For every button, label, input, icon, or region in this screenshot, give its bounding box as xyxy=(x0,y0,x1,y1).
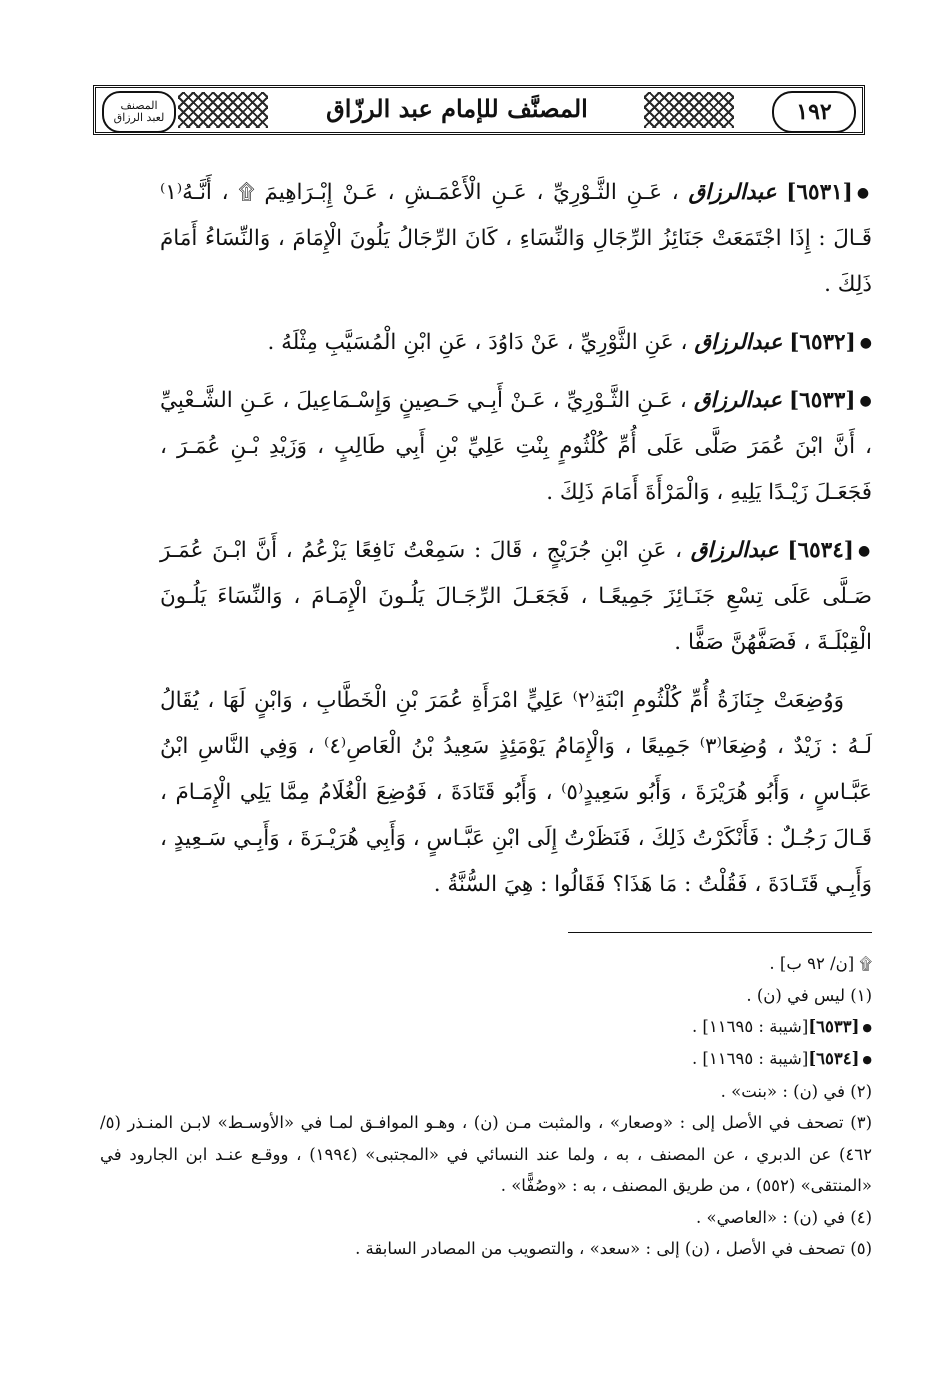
bullet-icon: ● xyxy=(859,335,872,351)
footnote-reference xyxy=(100,1043,872,1075)
hadith-number: [٦٥٣٤] xyxy=(787,538,854,563)
logo-line-1: المصنف xyxy=(120,99,158,112)
hadith-author: عبدالرزاق xyxy=(694,330,783,355)
hadith-author: عبدالرزاق xyxy=(690,538,779,563)
hadith-entry xyxy=(160,528,872,666)
footnote-ref-text: [شيبة : ١١٦٩٥] . xyxy=(691,1049,809,1069)
footnote-ref-number: [٦٥٣٣] xyxy=(808,1017,860,1036)
footnote: (٤) في (ن) : «العاصي» . xyxy=(696,1207,872,1227)
footnote: (٥) تصحف في الأصل ، (ن) إلى : «سعد» ، والتصويب من المصادر السابقة . xyxy=(355,1239,872,1258)
footnote: (٢) في (ن) : «بنت» . xyxy=(720,1081,872,1101)
bullet-icon: ● xyxy=(856,185,872,201)
hadith-entry xyxy=(160,170,872,308)
hadith-text: ، عَنِ ابْنِ جُرَيْجٍ ، قَالَ : سَمِعْتُ نَافِعًا يَزْعُمُ ، أَنَّ ابْـنَ عُمَـرَ صَـلَّى عَلَى تِسْعِ جَنَـائِزَ جَمِيعًـا ، فَجَعَـلَ الرِّجَـالَ يَلُـونَ الْإِمَـامَ ، وَالنِّسَاءَ يَلُـونَ الْقِبْلَـةَ ، فَصَفَّهُنَّ صَفًّا . xyxy=(160,538,872,655)
hadith-number: [٦٥٣١] xyxy=(786,180,853,205)
footnotes xyxy=(100,948,872,1265)
hadith-text: ، عَـنِ الثَّـوْرِيِّ ، عَـنِ الْأَعْمَـشِ ، عَـنْ إِبْـرَاهِيمَ ۩ ، أَنَّـهُ⁽١⁾ قَـالَ : إِذَا اجْتَمَعَتْ جَنَائِزُ الرِّجَالِ وَالنِّسَاءِ ، كَانَ الرِّجَالُ يَلُونَ الْإِمَامَ ، وَالنِّسَاءُ أَمَامَ ذَلِكَ . xyxy=(160,180,872,297)
bullet-icon: ● xyxy=(857,543,872,559)
book-logo xyxy=(102,91,176,133)
bullet-icon: ● xyxy=(862,1053,872,1066)
hadith-number: [٦٥٣٣] xyxy=(788,388,856,413)
hadith-entry xyxy=(160,320,872,366)
footnote: (١) ليس في (ن) . xyxy=(746,985,872,1005)
page-number: ١٩٢ xyxy=(772,91,856,133)
header-ornament-left xyxy=(178,92,268,128)
bullet-icon: ● xyxy=(859,393,872,409)
hadith-number: [٦٥٣٢] xyxy=(789,330,856,355)
footnote-divider xyxy=(568,932,872,933)
bullet-icon: ● xyxy=(862,1020,872,1034)
hadith-text: ، عَـنِ الثَّـوْرِيِّ ، عَـنْ أَبِـي حَـصِينٍ وَإِسْـمَاعِيلَ ، عَـنِ الشَّـعْبِيِّ ، أَنَّ ابْنَ عُمَرَ صَلَّى عَلَى أُمِّ كُلْثُومٍ بِنْتِ عَلِيِّ بْنِ أَبِي طَالِبٍ ، وَزَيْدِ بْـنِ عُمَـرَ ، فَجَعَـلَ زَيْـدًا يَلِيهِ ، وَالْمَرْأَةَ أَمَامَ ذَلِكَ . xyxy=(160,388,872,505)
footnote: (٣) تصحف في الأصل إلى : «وصعار» ، والمثبت مـن (ن) ، وهـو الموافـق لمـا في «الأوسـط» لابـن المنـذر (٥/ ٤٦٢) عن الدبري ، عن المصنف ، به ، ولما عند النسائي في «المجتبى» (١٩٩٤) ، ووقـع عنـد ابن الجارود في «المنتقى» (٥٥٢) ، من طريق المصنف ، به : «وصُفًّا» . xyxy=(100,1113,872,1195)
hadith-entry xyxy=(160,378,872,516)
footnote: ۩ [ن/ ٩٢ ب] . xyxy=(769,954,872,973)
footnote-reference xyxy=(100,1011,872,1043)
hadith-author: عبدالرزاق xyxy=(693,388,782,413)
book-title: المصنَّف للإمام عبد الرزّاق xyxy=(326,94,588,123)
header-ornament-right xyxy=(644,92,734,128)
logo-line-2: لعبد الرزاق xyxy=(113,111,165,124)
running-header xyxy=(93,85,865,135)
footnote-ref-text: [شيبة : ١١٦٩٥] . xyxy=(691,1017,809,1036)
hadith-author: عبدالرزاق xyxy=(688,180,777,205)
hadith-text: ، عَنِ الثَّوْرِيِّ ، عَنْ دَاوُدَ ، عَنِ ابْنِ الْمُسَيَّبِ مِثْلَهُ . xyxy=(267,330,688,355)
footnote-ref-number: [٦٥٣٤] xyxy=(808,1049,860,1069)
main-text xyxy=(160,170,872,930)
narrative-paragraph: وَوُضِعَتْ جِنَازَةُ أُمِّ كُلْثُومِ ابْنَةِ⁽٢⁾ عَلِيٍّ امْرَأَةِ عُمَرَ بْنِ الْخَطَّابِ ، وَابْنٍ لَهَا ، يُقَالُ لَـهُ : زَيْدٌ ، وُضِعَا⁽٣⁾ جَمِيعًا ، وَالْإِمَامُ يَوْمَئِذٍ سَعِيدُ بْنُ الْعَاصِ⁽٤⁾ ، وَفِي النَّاسِ ابْنُ عَبَّـاسٍ ، وَأَبُو هُرَيْرَةَ ، وَأَبُو سَعِيدٍ⁽٥⁾ ، وَأَبُو قَتَادَةَ ، فَوُضِعَ الْغُلَامُ مِمَّا يَلِي الْإِمَـامَ ، قَـالَ رَجُـلٌ : فَأَنْكَرْتُ ذَلِكَ ، فَنَظَرْتُ إِلَى ابْنِ عَبَّـاسٍ ، وَأَبِي هُرَيْـرَةَ ، وَأَبِـي سَـعِيدٍ ، وَأَبِـي قَتَـادَةَ ، فَقُلْتُ : مَا هَذَا؟ فَقَالُوا : هِيَ السُّنَّةُ . xyxy=(160,688,872,897)
